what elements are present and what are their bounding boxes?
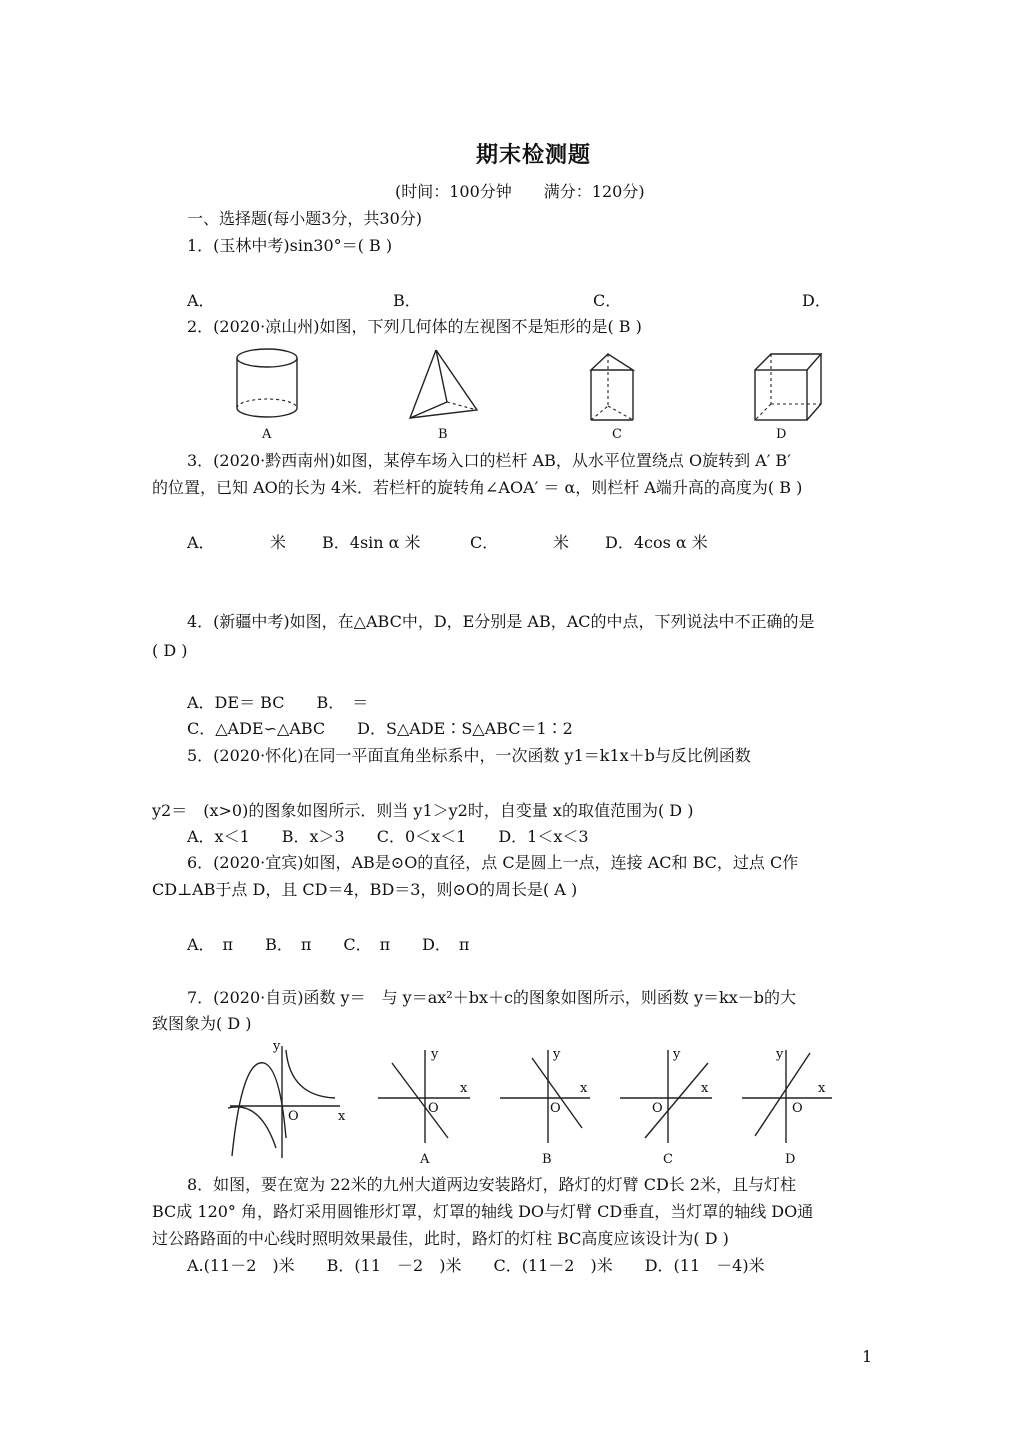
given-functions-graph bbox=[228, 1046, 340, 1158]
q7-d-axis-x: x bbox=[818, 1081, 826, 1096]
q2-solids-figure bbox=[225, 340, 845, 445]
q7-line2: 致图象为( D ) bbox=[152, 1014, 252, 1033]
q3-option-c: C． bbox=[470, 533, 499, 552]
q3-option-c-unit: 米 bbox=[553, 533, 570, 552]
q6-line1: 6．(2020·宜宾)如图，AB是⊙O的直径，点 C是圆上一点，连接 AC和 BC，过点 C作 bbox=[187, 853, 799, 872]
q5-line2: y2＝ (x>0)的图象如图所示．则当 y1＞y2时，自变量 x的取值范围为( D ) bbox=[152, 801, 694, 820]
q7-b-origin: O bbox=[550, 1101, 561, 1116]
q7-c-origin: O bbox=[652, 1101, 663, 1116]
exam-info: (时间：100分钟 满分：120分) bbox=[395, 182, 645, 201]
option-b-graph bbox=[500, 1050, 590, 1143]
page-number: 1 bbox=[862, 1347, 873, 1366]
q7-given-axis-y: y bbox=[273, 1039, 281, 1054]
q8-line3: 过公路路面的中心线时照明效果最佳，此时，路灯的灯柱 BC高度应该设计为( D ) bbox=[152, 1229, 729, 1248]
q2-label-b: B bbox=[438, 427, 448, 442]
q7-label-d: D bbox=[785, 1152, 796, 1167]
cylinder-solid bbox=[237, 349, 297, 417]
section-heading: 一、选择题(每小题3分，共30分) bbox=[187, 209, 423, 228]
q4-options-ab: A．DE＝ BC B． ＝ bbox=[187, 693, 369, 712]
q7-c-axis-x: x bbox=[701, 1081, 709, 1096]
q3-option-a: A． bbox=[187, 533, 215, 552]
q1-option-b: B． bbox=[393, 291, 421, 310]
q4-options-cd: C．△ADE∽△ABC D．S△ADE∶S△ABC＝1∶2 bbox=[187, 719, 573, 738]
q7-c-axis-y: y bbox=[673, 1047, 681, 1062]
q1-stem: 1．(玉林中考)sin30°＝( B ) bbox=[187, 236, 393, 255]
q8-line2: BC成 120° 角，路灯采用圆锥形灯罩，灯罩的轴线 DO与灯臂 CD垂直，当灯罩的轴线 DO通 bbox=[152, 1202, 814, 1221]
q3-option-b: B．4sin α 米 bbox=[322, 533, 421, 552]
q7-a-axis-x: x bbox=[460, 1081, 468, 1096]
q3-option-d: D．4cos α 米 bbox=[605, 533, 708, 552]
q7-a-origin: O bbox=[428, 1101, 439, 1116]
q5-line1: 5．(2020·怀化)在同一平面直角坐标系中，一次函数 y1＝k1x＋b与反比例函数 bbox=[187, 746, 751, 765]
q7-line1: 7．(2020·自贡)函数 y＝ 与 y＝ax²＋bx＋c的图象如图所示，则函数 y＝kx－b的大 bbox=[187, 988, 797, 1007]
page-title: 期末检测题 bbox=[476, 142, 592, 168]
q7-b-axis-y: y bbox=[553, 1047, 561, 1062]
q1-option-d: D． bbox=[802, 291, 831, 310]
q7-graphs-figure bbox=[220, 1038, 826, 1168]
q4-line1: 4．(新疆中考)如图，在△ABC中，D，E分别是 AB，AC的中点，下列说法中不正确的是 bbox=[187, 612, 815, 631]
option-c-graph bbox=[620, 1050, 712, 1143]
q3-option-a-unit: 米 bbox=[270, 533, 287, 552]
q3-line2: 的位置，已知 AO的长为 4米．若栏杆的旋转角∠AOA′ ＝ α，则栏杆 A端升高的高度为( B ) bbox=[152, 478, 803, 497]
q7-a-axis-y: y bbox=[431, 1047, 439, 1062]
q8-line1: 8．如图，要在宽为 22米的九州大道两边安装路灯，路灯的灯臂 CD长 2米，且与灯柱 bbox=[187, 1175, 797, 1194]
q7-given-origin: O bbox=[288, 1109, 299, 1124]
q7-d-origin: O bbox=[792, 1101, 803, 1116]
cube-solid bbox=[755, 354, 821, 420]
q7-d-axis-y: y bbox=[776, 1047, 784, 1062]
q7-label-b: B bbox=[542, 1152, 552, 1167]
q1-option-c: C． bbox=[593, 291, 622, 310]
option-d-graph bbox=[742, 1050, 832, 1143]
q8-options: A.(11－2 )米 B．(11 －2 )米 C．(11－2 )米 D．(11 －4)米 bbox=[187, 1256, 765, 1275]
q6-options: A． π B． π C． π D． π bbox=[187, 935, 470, 954]
q2-stem: 2．(2020·凉山州)如图，下列几何体的左视图不是矩形的是( B ) bbox=[187, 317, 642, 336]
tetrahedron-solid bbox=[410, 350, 477, 418]
q7-label-a: A bbox=[420, 1152, 430, 1167]
q7-label-c: C bbox=[663, 1152, 673, 1167]
q7-given-axis-x: x bbox=[338, 1109, 346, 1124]
q2-label-d: D bbox=[776, 427, 787, 442]
option-a-graph bbox=[378, 1050, 470, 1143]
triangular-prism-solid bbox=[591, 354, 633, 420]
q7-b-axis-x: x bbox=[580, 1081, 588, 1096]
q3-line1: 3．(2020·黔西南州)如图，某停车场入口的栏杆 AB，从水平位置绕点 O旋转到 A′ B′ bbox=[187, 451, 791, 470]
q4-line2: ( D ) bbox=[152, 641, 188, 660]
q2-label-a: A bbox=[262, 427, 272, 442]
q2-label-c: C bbox=[612, 427, 622, 442]
q6-line2: CD⊥AB于点 D，且 CD＝4，BD＝3，则⊙O的周长是( A ) bbox=[152, 880, 578, 899]
q1-option-a: A． bbox=[187, 291, 215, 310]
q5-options: A．x＜1 B．x＞3 C．0＜x＜1 D．1＜x＜3 bbox=[187, 827, 589, 846]
